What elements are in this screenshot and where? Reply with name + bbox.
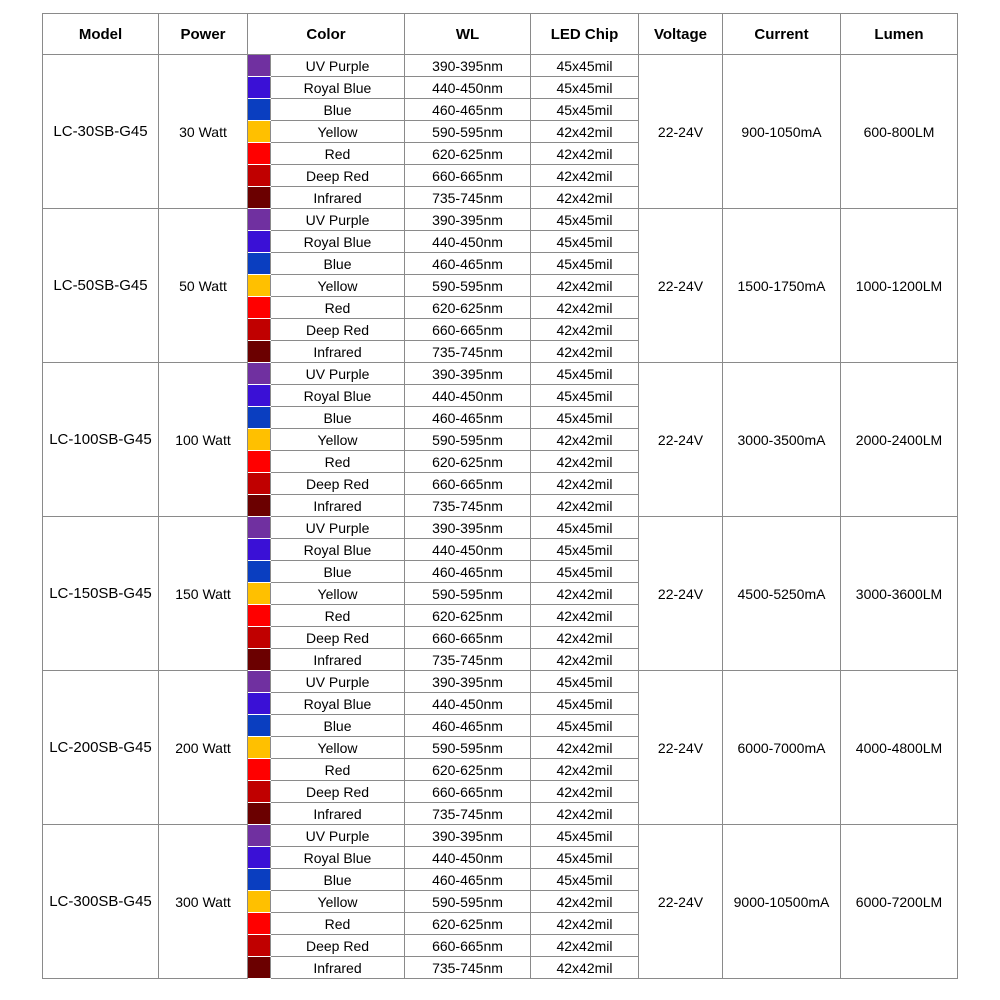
color-name: Deep Red xyxy=(271,935,405,957)
color-swatch xyxy=(248,407,271,429)
led-chip-cell: 42x42mil xyxy=(531,605,639,627)
wavelength-cell: 620-625nm xyxy=(405,605,531,627)
wavelength-cell: 390-395nm xyxy=(405,363,531,385)
color-name: Infrared xyxy=(271,957,405,979)
table-row xyxy=(43,363,958,385)
color-swatch xyxy=(248,363,271,385)
header-lumen: Lumen xyxy=(841,14,958,55)
wavelength-cell: 620-625nm xyxy=(405,143,531,165)
led-chip-cell: 45x45mil xyxy=(531,693,639,715)
wavelength-cell: 660-665nm xyxy=(405,935,531,957)
current-cell: 1500-1750mA xyxy=(723,209,841,363)
led-chip-cell: 45x45mil xyxy=(531,847,639,869)
color-name: Infrared xyxy=(271,495,405,517)
color-name: UV Purple xyxy=(271,671,405,693)
wavelength-cell: 440-450nm xyxy=(405,231,531,253)
wavelength-cell: 660-665nm xyxy=(405,473,531,495)
color-swatch xyxy=(248,275,271,297)
color-swatch xyxy=(248,649,271,671)
power-cell: 50 Watt xyxy=(159,209,248,363)
voltage-cell: 22-24V xyxy=(639,671,723,825)
current-cell: 900-1050mA xyxy=(723,55,841,209)
color-swatch xyxy=(248,297,271,319)
color-name: Deep Red xyxy=(271,781,405,803)
wavelength-cell: 460-465nm xyxy=(405,99,531,121)
led-chip-cell: 42x42mil xyxy=(531,913,639,935)
wavelength-cell: 735-745nm xyxy=(405,649,531,671)
wavelength-cell: 460-465nm xyxy=(405,407,531,429)
color-name: Infrared xyxy=(271,187,405,209)
header-led-chip: LED Chip xyxy=(531,14,639,55)
lumen-cell: 3000-3600LM xyxy=(841,517,958,671)
color-swatch xyxy=(248,385,271,407)
voltage-cell: 22-24V xyxy=(639,825,723,979)
wavelength-cell: 460-465nm xyxy=(405,869,531,891)
power-cell: 200 Watt xyxy=(159,671,248,825)
color-swatch xyxy=(248,759,271,781)
color-name: Red xyxy=(271,451,405,473)
led-chip-cell: 45x45mil xyxy=(531,209,639,231)
color-name: Blue xyxy=(271,407,405,429)
wavelength-cell: 660-665nm xyxy=(405,627,531,649)
led-chip-cell: 42x42mil xyxy=(531,319,639,341)
wavelength-cell: 590-595nm xyxy=(405,429,531,451)
model-cell: LC-30SB-G45 xyxy=(43,55,159,209)
table-row xyxy=(43,55,958,77)
led-chip-cell: 45x45mil xyxy=(531,539,639,561)
header-row xyxy=(43,14,958,55)
color-name: Yellow xyxy=(271,891,405,913)
led-chip-cell: 42x42mil xyxy=(531,275,639,297)
color-swatch xyxy=(248,891,271,913)
lumen-cell: 2000-2400LM xyxy=(841,363,958,517)
led-chip-cell: 42x42mil xyxy=(531,891,639,913)
led-chip-cell: 42x42mil xyxy=(531,583,639,605)
color-swatch xyxy=(248,605,271,627)
spec-body xyxy=(43,55,958,979)
header-color: Color xyxy=(248,14,405,55)
color-name: Infrared xyxy=(271,803,405,825)
led-chip-cell: 42x42mil xyxy=(531,649,639,671)
wavelength-cell: 460-465nm xyxy=(405,561,531,583)
voltage-cell: 22-24V xyxy=(639,517,723,671)
color-name: Royal Blue xyxy=(271,693,405,715)
color-swatch xyxy=(248,121,271,143)
color-name: Yellow xyxy=(271,121,405,143)
led-chip-cell: 42x42mil xyxy=(531,759,639,781)
wavelength-cell: 620-625nm xyxy=(405,913,531,935)
current-cell: 6000-7000mA xyxy=(723,671,841,825)
color-name: Deep Red xyxy=(271,473,405,495)
color-name: Red xyxy=(271,759,405,781)
led-chip-cell: 42x42mil xyxy=(531,627,639,649)
led-chip-cell: 42x42mil xyxy=(531,935,639,957)
color-name: Yellow xyxy=(271,429,405,451)
wavelength-cell: 660-665nm xyxy=(405,165,531,187)
model-cell: LC-50SB-G45 xyxy=(43,209,159,363)
color-swatch xyxy=(248,99,271,121)
color-name: Royal Blue xyxy=(271,385,405,407)
color-name: Infrared xyxy=(271,649,405,671)
color-swatch xyxy=(248,671,271,693)
wavelength-cell: 590-595nm xyxy=(405,121,531,143)
led-chip-cell: 42x42mil xyxy=(531,803,639,825)
led-chip-cell: 42x42mil xyxy=(531,495,639,517)
led-chip-cell: 45x45mil xyxy=(531,253,639,275)
color-name: UV Purple xyxy=(271,825,405,847)
color-name: Red xyxy=(271,605,405,627)
color-swatch xyxy=(248,561,271,583)
color-name: Blue xyxy=(271,561,405,583)
header-wl: WL xyxy=(405,14,531,55)
led-chip-cell: 45x45mil xyxy=(531,561,639,583)
led-chip-cell: 45x45mil xyxy=(531,869,639,891)
spec-table xyxy=(42,13,958,979)
color-name: Yellow xyxy=(271,737,405,759)
model-cell: LC-200SB-G45 xyxy=(43,671,159,825)
wavelength-cell: 440-450nm xyxy=(405,385,531,407)
wavelength-cell: 440-450nm xyxy=(405,847,531,869)
led-chip-cell: 42x42mil xyxy=(531,957,639,979)
voltage-cell: 22-24V xyxy=(639,209,723,363)
lumen-cell: 600-800LM xyxy=(841,55,958,209)
color-swatch xyxy=(248,693,271,715)
color-swatch xyxy=(248,451,271,473)
color-name: Blue xyxy=(271,869,405,891)
color-name: UV Purple xyxy=(271,55,405,77)
voltage-cell: 22-24V xyxy=(639,55,723,209)
color-swatch xyxy=(248,627,271,649)
led-chip-cell: 45x45mil xyxy=(531,55,639,77)
wavelength-cell: 735-745nm xyxy=(405,957,531,979)
header-power: Power xyxy=(159,14,248,55)
color-swatch xyxy=(248,517,271,539)
wavelength-cell: 735-745nm xyxy=(405,495,531,517)
table-row xyxy=(43,517,958,539)
wavelength-cell: 390-395nm xyxy=(405,209,531,231)
power-cell: 100 Watt xyxy=(159,363,248,517)
table-row xyxy=(43,671,958,693)
led-chip-cell: 45x45mil xyxy=(531,407,639,429)
led-chip-cell: 45x45mil xyxy=(531,715,639,737)
wavelength-cell: 590-595nm xyxy=(405,891,531,913)
color-swatch xyxy=(248,77,271,99)
color-name: Yellow xyxy=(271,275,405,297)
voltage-cell: 22-24V xyxy=(639,363,723,517)
current-cell: 4500-5250mA xyxy=(723,517,841,671)
color-swatch xyxy=(248,957,271,979)
led-chip-cell: 42x42mil xyxy=(531,429,639,451)
color-swatch xyxy=(248,429,271,451)
color-swatch xyxy=(248,495,271,517)
color-swatch xyxy=(248,803,271,825)
color-name: UV Purple xyxy=(271,517,405,539)
color-name: Blue xyxy=(271,99,405,121)
color-swatch xyxy=(248,583,271,605)
color-name: UV Purple xyxy=(271,209,405,231)
power-cell: 300 Watt xyxy=(159,825,248,979)
wavelength-cell: 440-450nm xyxy=(405,693,531,715)
header-current: Current xyxy=(723,14,841,55)
wavelength-cell: 590-595nm xyxy=(405,583,531,605)
color-name: Infrared xyxy=(271,341,405,363)
led-chip-cell: 42x42mil xyxy=(531,737,639,759)
current-cell: 9000-10500mA xyxy=(723,825,841,979)
wavelength-cell: 590-595nm xyxy=(405,275,531,297)
model-cell: LC-300SB-G45 xyxy=(43,825,159,979)
wavelength-cell: 660-665nm xyxy=(405,319,531,341)
color-swatch xyxy=(248,539,271,561)
led-chip-cell: 45x45mil xyxy=(531,99,639,121)
header-voltage: Voltage xyxy=(639,14,723,55)
led-chip-cell: 45x45mil xyxy=(531,825,639,847)
wavelength-cell: 440-450nm xyxy=(405,539,531,561)
color-name: Royal Blue xyxy=(271,847,405,869)
wavelength-cell: 660-665nm xyxy=(405,781,531,803)
wavelength-cell: 620-625nm xyxy=(405,297,531,319)
color-swatch xyxy=(248,341,271,363)
led-chip-cell: 42x42mil xyxy=(531,297,639,319)
color-swatch xyxy=(248,209,271,231)
color-swatch xyxy=(248,935,271,957)
wavelength-cell: 735-745nm xyxy=(405,803,531,825)
wavelength-cell: 440-450nm xyxy=(405,77,531,99)
led-chip-cell: 45x45mil xyxy=(531,671,639,693)
color-name: UV Purple xyxy=(271,363,405,385)
lumen-cell: 6000-7200LM xyxy=(841,825,958,979)
wavelength-cell: 460-465nm xyxy=(405,715,531,737)
led-chip-cell: 45x45mil xyxy=(531,517,639,539)
wavelength-cell: 590-595nm xyxy=(405,737,531,759)
wavelength-cell: 390-395nm xyxy=(405,55,531,77)
led-chip-cell: 42x42mil xyxy=(531,165,639,187)
color-swatch xyxy=(248,737,271,759)
led-chip-cell: 45x45mil xyxy=(531,385,639,407)
current-cell: 3000-3500mA xyxy=(723,363,841,517)
wavelength-cell: 735-745nm xyxy=(405,187,531,209)
header-model: Model xyxy=(43,14,159,55)
color-name: Red xyxy=(271,913,405,935)
led-chip-cell: 42x42mil xyxy=(531,451,639,473)
color-name: Deep Red xyxy=(271,165,405,187)
color-swatch xyxy=(248,781,271,803)
color-name: Royal Blue xyxy=(271,77,405,99)
color-swatch xyxy=(248,143,271,165)
color-name: Yellow xyxy=(271,583,405,605)
model-cell: LC-150SB-G45 xyxy=(43,517,159,671)
wavelength-cell: 390-395nm xyxy=(405,671,531,693)
led-chip-cell: 42x42mil xyxy=(531,781,639,803)
color-swatch xyxy=(248,187,271,209)
color-swatch xyxy=(248,847,271,869)
led-chip-cell: 45x45mil xyxy=(531,231,639,253)
color-swatch xyxy=(248,913,271,935)
color-name: Royal Blue xyxy=(271,539,405,561)
led-chip-cell: 42x42mil xyxy=(531,473,639,495)
color-swatch xyxy=(248,319,271,341)
color-swatch xyxy=(248,165,271,187)
wavelength-cell: 460-465nm xyxy=(405,253,531,275)
color-name: Red xyxy=(271,143,405,165)
lumen-cell: 4000-4800LM xyxy=(841,671,958,825)
color-swatch xyxy=(248,473,271,495)
wavelength-cell: 390-395nm xyxy=(405,517,531,539)
color-swatch xyxy=(248,231,271,253)
power-cell: 30 Watt xyxy=(159,55,248,209)
color-name: Deep Red xyxy=(271,627,405,649)
led-chip-cell: 42x42mil xyxy=(531,341,639,363)
power-cell: 150 Watt xyxy=(159,517,248,671)
color-name: Red xyxy=(271,297,405,319)
color-swatch xyxy=(248,55,271,77)
led-chip-cell: 45x45mil xyxy=(531,363,639,385)
led-chip-cell: 42x42mil xyxy=(531,143,639,165)
table-row xyxy=(43,825,958,847)
led-chip-cell: 45x45mil xyxy=(531,77,639,99)
wavelength-cell: 620-625nm xyxy=(405,759,531,781)
color-name: Blue xyxy=(271,715,405,737)
color-swatch xyxy=(248,825,271,847)
color-name: Blue xyxy=(271,253,405,275)
led-chip-cell: 42x42mil xyxy=(531,187,639,209)
color-swatch xyxy=(248,869,271,891)
wavelength-cell: 735-745nm xyxy=(405,341,531,363)
led-chip-cell: 42x42mil xyxy=(531,121,639,143)
color-name: Deep Red xyxy=(271,319,405,341)
wavelength-cell: 390-395nm xyxy=(405,825,531,847)
color-name: Royal Blue xyxy=(271,231,405,253)
model-cell: LC-100SB-G45 xyxy=(43,363,159,517)
wavelength-cell: 620-625nm xyxy=(405,451,531,473)
color-swatch xyxy=(248,715,271,737)
table-row xyxy=(43,209,958,231)
color-swatch xyxy=(248,253,271,275)
lumen-cell: 1000-1200LM xyxy=(841,209,958,363)
